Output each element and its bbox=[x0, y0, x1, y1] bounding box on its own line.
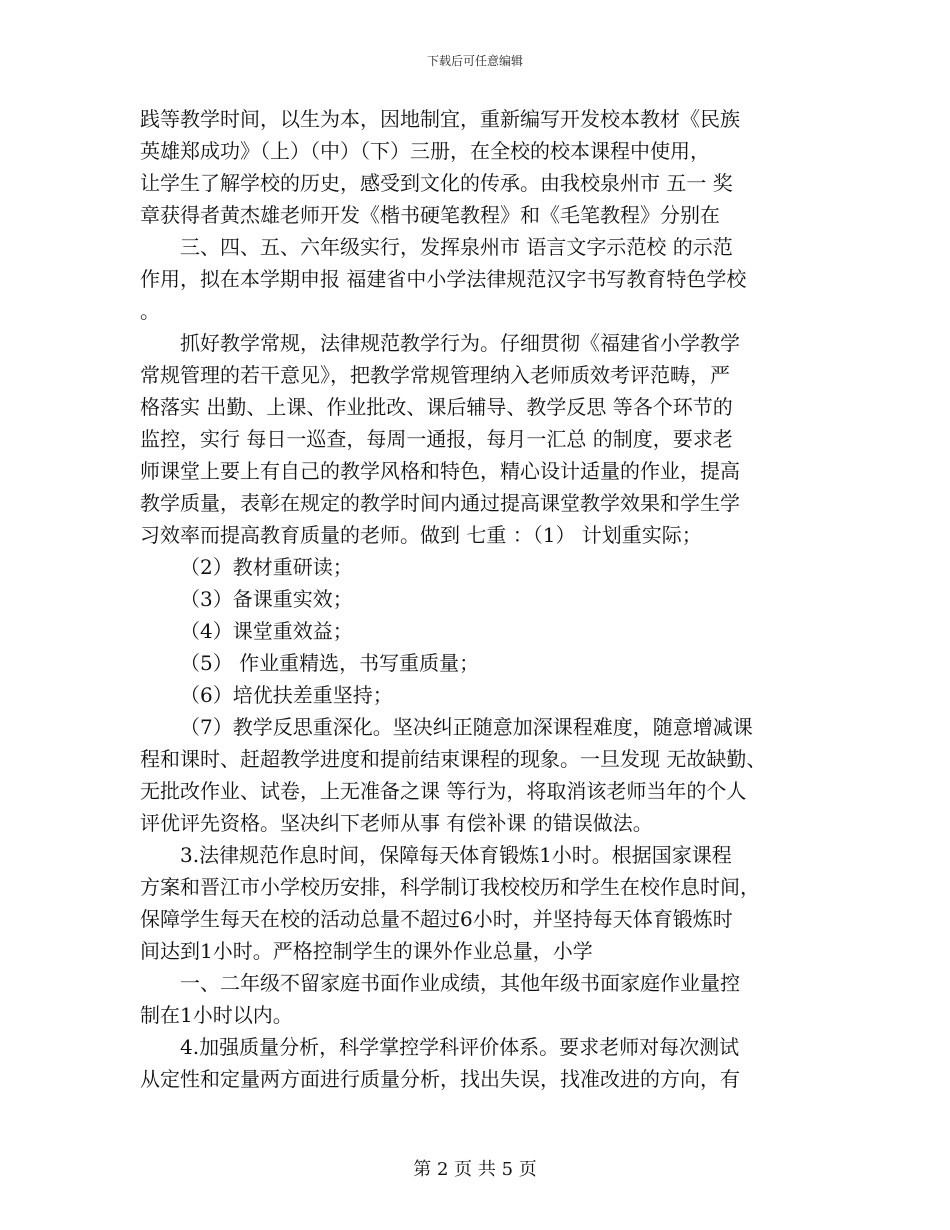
text-line: 抓好教学常规，法律规范教学行为。仔细贯彻《福建省小学教学 bbox=[180, 331, 740, 355]
text-line: 习效率而提高教育质量的老师。做到 七重 ：（1） 计划重实际； bbox=[140, 523, 702, 547]
text-line: 三、四、五、六年级实行，发挥泉州市 语言文字示范校 的示范 bbox=[180, 235, 733, 259]
page-header: 下载后可任意编辑 bbox=[426, 54, 523, 68]
page-number: 第 2 页 共 5 页 bbox=[413, 1159, 537, 1180]
text-line: 师课堂上要上有自己的教学风格和特色，精心设计适量的作业，提高 bbox=[140, 459, 740, 483]
text-line: 3.法律规范作息时间，保障每天体育锻炼1小时。根据国家课程 bbox=[180, 843, 732, 867]
text-line: 践等教学时间，以生为本，因地制宜，重新编写开发校本教材《民族 bbox=[140, 107, 740, 131]
text-line: 让学生了解学校的历史，感受到文化的传承。由我校泉州市 五一 奖 bbox=[140, 171, 733, 195]
text-line: 格落实 出勤、上课、作业批改、课后辅导、教学反思 等各个环节的 bbox=[140, 395, 733, 419]
text-line: 制在1小时以内。 bbox=[140, 1003, 293, 1027]
text-line: 评优评先资格。坚决纠下老师从事 有偿补课 的错误做法。 bbox=[140, 811, 653, 835]
text-line: 间达到1小时。严格控制学生的课外作业总量，小学 bbox=[140, 939, 593, 963]
text-line: （2）教材重研读； bbox=[180, 555, 353, 579]
text-line: （7）教学反思重深化。坚决纠正随意加深课程难度，随意增减课 bbox=[180, 715, 753, 739]
text-line: 4.加强质量分析，科学掌控学科评价体系。要求老师对每次测试 bbox=[180, 1035, 740, 1059]
text-line: 常规管理的若干意见》，把教学常规管理纳入老师质效考评范畴，严 bbox=[140, 363, 730, 387]
text-line: 程和课时、赶超教学进度和提前结束课程的现象。一旦发现 无故缺勤、 bbox=[140, 747, 767, 771]
text-line: 无批改作业、试卷，上无准备之课 等行为，将取消该老师当年的个人 bbox=[140, 779, 747, 803]
text-line: 一、二年级不留家庭书面作业成绩，其他年级书面家庭作业量控 bbox=[180, 971, 740, 995]
text-line: 作用，拟在本学期申报 福建省中小学法律规范汉字书写教育特色学校 bbox=[140, 267, 747, 291]
text-line: （5） 作业重精选，书写重质量； bbox=[180, 651, 480, 675]
text-line: 从定性和定量两方面进行质量分析，找出失误，找准改进的方向，有 bbox=[140, 1067, 740, 1091]
document-body bbox=[140, 103, 820, 1095]
text-line: 。 bbox=[140, 299, 160, 323]
text-line: 英雄郑成功》（上）（中）（下）三册，在全校的校本课程中使用， bbox=[140, 139, 710, 163]
text-line: 方案和晋江市小学校历安排，科学制订我校校历和学生在校作息时间， bbox=[140, 875, 760, 899]
text-line: 保障学生每天在校的活动总量不超过6小时，并坚持每天体育锻炼时 bbox=[140, 907, 733, 931]
text-line: （3）备课重实效； bbox=[180, 587, 353, 611]
text-line: （6）培优扶差重坚持； bbox=[180, 683, 393, 707]
text-line: （4）课堂重效益； bbox=[180, 619, 353, 643]
text-line: 章获得者黄杰雄老师开发《楷书硬笔教程》和《毛笔教程》分别在 bbox=[140, 203, 720, 227]
text-line: 教学质量，表彰在规定的教学时间内通过提高课堂教学效果和学生学 bbox=[140, 491, 740, 515]
text-line: 监控，实行 每日一巡查，每周一通报，每月一汇总 的制度，要求老 bbox=[140, 427, 733, 451]
